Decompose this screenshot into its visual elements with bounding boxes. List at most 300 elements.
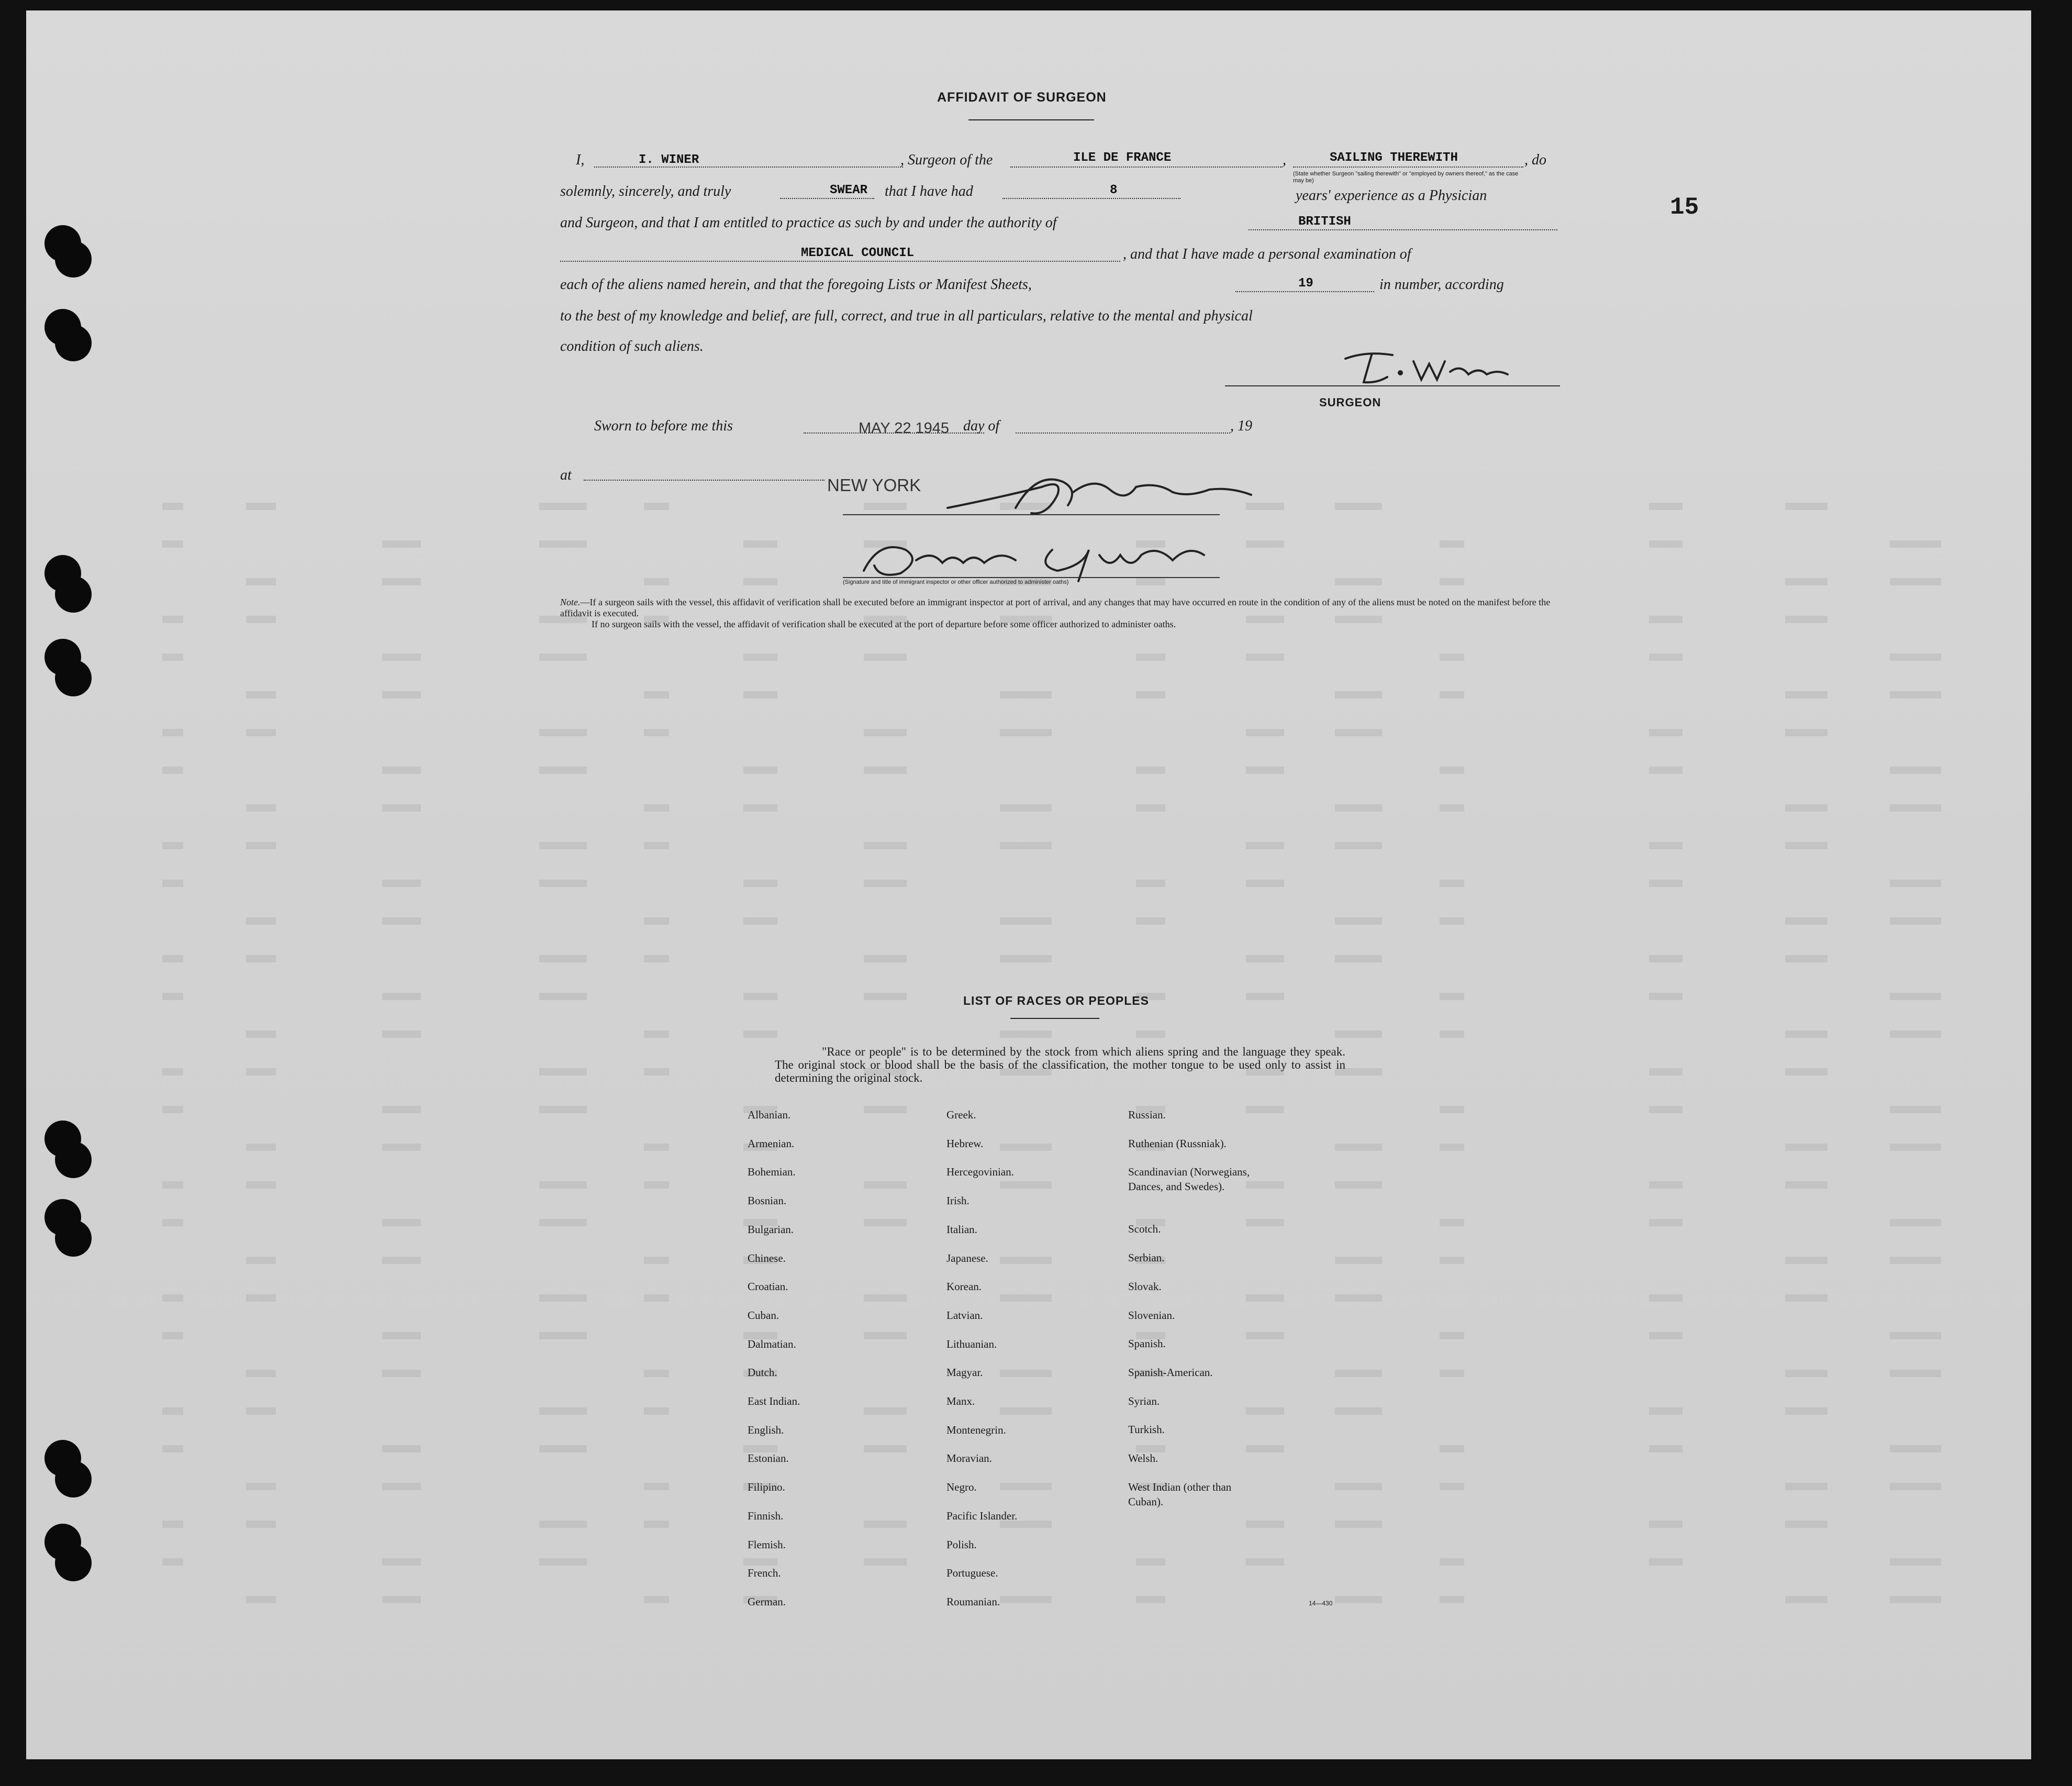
- ghost-mark: [162, 767, 183, 774]
- ghost-mark: [1136, 1558, 1165, 1566]
- ghost-mark: [1136, 691, 1165, 698]
- authority-2: MEDICAL COUNCIL: [801, 246, 915, 260]
- ghost-mark: [1246, 1106, 1284, 1113]
- ghost-mark: [162, 1558, 183, 1566]
- ghost-mark: [162, 955, 183, 962]
- race-item: Magyar.: [946, 1366, 983, 1379]
- punch-hole: [55, 325, 92, 361]
- ghost-mark: [644, 578, 669, 585]
- oath-line-b: that I have had: [885, 183, 973, 199]
- ghost-mark: [1890, 1257, 1941, 1264]
- ghost-mark: [1440, 1219, 1464, 1226]
- ghost-mark: [162, 616, 183, 623]
- belief-line: to the best of my knowledge and belief, are full, correct, and true in all particulars, relative to the mental and physical: [560, 308, 1253, 324]
- race-item: Dutch.: [748, 1366, 777, 1379]
- ghost-mark: [864, 1219, 907, 1226]
- ghost-mark: [1246, 1181, 1284, 1189]
- ghost-mark: [864, 653, 907, 661]
- ghost-mark: [246, 917, 276, 925]
- sailing-status: SAILING THEREWITH: [1330, 151, 1458, 165]
- ghost-mark: [1246, 1521, 1284, 1528]
- ghost-mark: [539, 1445, 587, 1452]
- ghost-mark: [539, 503, 587, 510]
- note-text-2: If no surgeon sails with the vessel, the affidavit of verification shall be executed at the port of departure before some officer authorized to administer oaths.: [592, 619, 1176, 629]
- year-label: , 19: [1230, 418, 1252, 434]
- ghost-mark: [1335, 1483, 1382, 1490]
- race-item: Dalmatian.: [748, 1337, 796, 1350]
- ghost-mark: [162, 1521, 183, 1528]
- ghost-mark: [743, 1558, 777, 1566]
- ghost-mark: [539, 1181, 587, 1189]
- race-item: Finnish.: [748, 1509, 784, 1522]
- ghost-mark: [1890, 653, 1941, 661]
- ghost-mark: [1136, 1445, 1165, 1452]
- ghost-mark: [246, 1068, 276, 1075]
- ghost-mark: [246, 842, 276, 849]
- ghost-mark: [382, 804, 421, 812]
- ghost-mark: [1000, 1294, 1052, 1302]
- ghost-mark: [246, 616, 276, 623]
- ghost-mark: [1000, 1030, 1052, 1038]
- i-label: I,: [576, 152, 585, 168]
- ghost-mark: [644, 917, 669, 925]
- condition-line: condition of such aliens.: [560, 338, 704, 354]
- ghost-mark: [1649, 729, 1683, 736]
- ghost-mark: [1649, 955, 1683, 962]
- ghost-mark: [1335, 729, 1382, 736]
- ghost-mark: [382, 1370, 421, 1377]
- ghost-mark: [1246, 880, 1284, 887]
- oath-word: SWEAR: [830, 183, 868, 197]
- ghost-mark: [1440, 691, 1464, 698]
- race-item: Hercegovinian.: [946, 1166, 1014, 1179]
- ghost-mark: [382, 1144, 421, 1151]
- years-line: [1002, 198, 1180, 199]
- ghost-mark: [382, 1332, 421, 1339]
- ghost-mark: [864, 1445, 907, 1452]
- ghost-mark: [1649, 616, 1683, 623]
- ghost-mark: [1649, 767, 1683, 774]
- ghost-mark: [743, 767, 777, 774]
- ghost-mark: [1136, 804, 1165, 812]
- ghost-mark: [1649, 1181, 1683, 1189]
- ghost-mark: [1890, 993, 1941, 1000]
- ghost-mark: [539, 1219, 587, 1226]
- page-number: 15: [1670, 194, 1699, 221]
- races-intro: "Race or people" is to be determined by the stock from which aliens spring and the language they speak. The original stock or blood shall be the basis of the classification, the mother tongue to be used only to assist in determining the original stock.: [775, 1045, 1345, 1084]
- ghost-mark: [1890, 1596, 1941, 1603]
- ghost-mark: [246, 578, 276, 585]
- ghost-mark: [382, 917, 421, 925]
- race-item: Russian.: [1128, 1108, 1166, 1121]
- ghost-mark: [1246, 1294, 1284, 1302]
- ghost-mark: [864, 1332, 907, 1339]
- affidavit-title: AFFIDAVIT OF SURGEON: [937, 90, 1107, 105]
- ghost-mark: [1440, 1257, 1464, 1264]
- ghost-mark: [743, 653, 777, 661]
- surgeon-of-label: , Surgeon of the: [900, 152, 993, 168]
- race-item: Pacific Islander.: [946, 1509, 1018, 1522]
- race-item: Manx.: [946, 1395, 975, 1407]
- ghost-mark: [162, 1294, 183, 1302]
- ghost-mark: [864, 993, 907, 1000]
- ghost-mark: [1785, 1483, 1828, 1490]
- ghost-mark: [1246, 653, 1284, 661]
- ghost-mark: [1785, 691, 1828, 698]
- oath-line-c: years' experience as a Physician: [1296, 187, 1487, 204]
- ghost-mark: [1785, 1294, 1828, 1302]
- ghost-mark: [246, 1483, 276, 1490]
- race-item: Montenegrin.: [946, 1423, 1006, 1436]
- ghost-mark: [1649, 1445, 1683, 1452]
- race-item: Italian.: [946, 1223, 977, 1236]
- ghost-mark: [539, 729, 587, 736]
- ghost-mark: [864, 842, 907, 849]
- ghost-mark: [1785, 1030, 1828, 1038]
- ghost-mark: [644, 842, 669, 849]
- punch-hole: [55, 1141, 92, 1178]
- ghost-mark: [1440, 993, 1464, 1000]
- ghost-mark: [1890, 691, 1941, 698]
- punch-hole: [55, 576, 92, 613]
- ghost-mark: [1890, 1558, 1941, 1566]
- ghost-mark: [382, 1106, 421, 1113]
- race-item: Slovak.: [1128, 1280, 1162, 1293]
- authority-line-2: [560, 261, 1120, 262]
- ghost-mark: [1649, 1219, 1683, 1226]
- ghost-mark: [539, 767, 587, 774]
- sheets-line: [1235, 291, 1374, 292]
- ghost-mark: [864, 955, 907, 962]
- day-of-label: day of: [963, 418, 1000, 434]
- ghost-mark: [1785, 503, 1828, 510]
- ghost-mark: [1649, 1294, 1683, 1302]
- ghost-mark: [246, 1596, 276, 1603]
- race-item: Croatian.: [748, 1280, 788, 1293]
- ghost-mark: [1785, 1181, 1828, 1189]
- race-item: Turkish.: [1128, 1423, 1165, 1436]
- ghost-mark: [1785, 955, 1828, 962]
- race-item: Albanian.: [748, 1108, 791, 1121]
- ghost-mark: [539, 1294, 587, 1302]
- ghost-mark: [1440, 1370, 1464, 1377]
- ghost-mark: [1785, 578, 1828, 585]
- race-item: Japanese.: [946, 1251, 988, 1264]
- ghost-mark: [246, 955, 276, 962]
- ghost-mark: [162, 1106, 183, 1113]
- ghost-mark: [1649, 1407, 1683, 1415]
- race-item: Spanish.: [1128, 1337, 1166, 1350]
- ghost-mark: [162, 1219, 183, 1226]
- ghost-mark: [382, 1558, 421, 1566]
- ghost-mark: [864, 1106, 907, 1113]
- ghost-mark: [246, 1407, 276, 1415]
- note-text-1: —If a surgeon sails with the vessel, this affidavit of verification shall be executed before an immigrant inspector at port of arrival, and any changes that may have occurred en route in the condition of any of the aliens must be noted on the manifest before the affidavit is executed.: [560, 597, 1551, 618]
- race-item: Bulgarian.: [748, 1223, 794, 1236]
- race-item: Hebrew.: [946, 1137, 984, 1150]
- ghost-mark: [246, 691, 276, 698]
- ghost-mark: [1335, 1294, 1382, 1302]
- comma: ,: [1283, 152, 1286, 168]
- ghost-mark: [644, 1181, 669, 1189]
- ghost-mark: [1000, 1596, 1052, 1603]
- ghost-mark: [1136, 767, 1165, 774]
- ghost-mark: [382, 1030, 421, 1038]
- ghost-mark: [1785, 616, 1828, 623]
- ghost-mark: [644, 1521, 669, 1528]
- ghost-mark: [246, 804, 276, 812]
- ghost-mark: [864, 503, 907, 510]
- ghost-mark: [743, 578, 777, 585]
- years-value: 8: [1110, 183, 1118, 197]
- ghost-mark: [382, 1445, 421, 1452]
- race-item: Greek.: [946, 1108, 976, 1121]
- punch-hole: [55, 241, 92, 278]
- ghost-mark: [1440, 1558, 1464, 1566]
- ghost-mark: [1335, 503, 1382, 510]
- punch-hole: [55, 1220, 92, 1257]
- ghost-mark: [1000, 1370, 1052, 1377]
- ghost-mark: [644, 1370, 669, 1377]
- ghost-mark: [1335, 1030, 1382, 1038]
- ghost-mark: [743, 917, 777, 925]
- ghost-mark: [162, 880, 183, 887]
- race-item: Irish.: [946, 1194, 970, 1207]
- ghost-mark: [162, 842, 183, 849]
- ghost-mark: [246, 1257, 276, 1264]
- race-item: Chinese.: [748, 1251, 786, 1264]
- ghost-mark: [1335, 578, 1382, 585]
- ghost-mark: [246, 1030, 276, 1038]
- examination-line: , and that I have made a personal examination of: [1123, 246, 1411, 262]
- ghost-mark: [539, 1106, 587, 1113]
- race-item: East Indian.: [748, 1395, 800, 1407]
- ghost-mark: [1000, 842, 1052, 849]
- ghost-mark: [162, 993, 183, 1000]
- ghost-mark: [743, 691, 777, 698]
- ghost-mark: [1890, 540, 1941, 548]
- ghost-mark: [1785, 804, 1828, 812]
- ghost-mark: [1136, 1596, 1165, 1603]
- punch-hole: [55, 660, 92, 696]
- ghost-mark: [1785, 1521, 1828, 1528]
- race-item: Flemish.: [748, 1538, 786, 1551]
- ghost-mark: [1246, 767, 1284, 774]
- ghost-mark: [1335, 691, 1382, 698]
- races-title-underline: [1010, 1018, 1099, 1019]
- ghost-mark: [644, 1294, 669, 1302]
- ghost-mark: [382, 540, 421, 548]
- ghost-mark: [382, 880, 421, 887]
- ghost-mark: [644, 1407, 669, 1415]
- punch-hole: [55, 1461, 92, 1497]
- ghost-mark: [864, 880, 907, 887]
- sworn-label: Sworn to before me this: [594, 418, 733, 434]
- ghost-mark: [1440, 1144, 1464, 1151]
- ghost-mark: [644, 691, 669, 698]
- ghost-mark: [644, 804, 669, 812]
- ghost-mark: [1000, 955, 1052, 962]
- race-item: Ruthenian (Russniak).: [1128, 1137, 1227, 1150]
- race-item: Filipino.: [748, 1481, 785, 1494]
- ghost-mark: [1890, 1219, 1941, 1226]
- race-item: Slovenian.: [1128, 1308, 1175, 1322]
- ghost-mark: [743, 993, 777, 1000]
- ghost-mark: [1785, 1257, 1828, 1264]
- ghost-mark: [539, 1068, 587, 1075]
- ghost-mark: [382, 767, 421, 774]
- race-item: Latvian.: [946, 1308, 983, 1322]
- ghost-mark: [1785, 842, 1828, 849]
- ghost-mark: [1246, 842, 1284, 849]
- ghost-mark: [382, 691, 421, 698]
- ghost-mark: [382, 653, 421, 661]
- ghost-mark: [644, 1068, 669, 1075]
- ghost-mark: [539, 955, 587, 962]
- ghost-mark: [1136, 917, 1165, 925]
- ghost-mark: [644, 503, 669, 510]
- surgeon-label: SURGEON: [1319, 396, 1382, 409]
- inspector-caption: (Signature and title of immigrant inspector or other officer authorized to administer oaths): [843, 579, 1069, 585]
- ghost-mark: [743, 804, 777, 812]
- place-line: [584, 480, 825, 481]
- ghost-mark: [1335, 1407, 1382, 1415]
- race-item: Cuban).: [1128, 1495, 1164, 1508]
- ghost-mark: [1000, 804, 1052, 812]
- ghost-mark: [1649, 1521, 1683, 1528]
- ghost-mark: [1890, 880, 1941, 887]
- race-item: English.: [748, 1423, 784, 1436]
- race-item: Welsh.: [1128, 1452, 1158, 1465]
- race-item: Syrian.: [1128, 1394, 1160, 1407]
- ghost-mark: [1890, 1332, 1941, 1339]
- race-item: Scandinavian (Norwegians,: [1128, 1166, 1250, 1179]
- ghost-mark: [1246, 729, 1284, 736]
- ghost-mark: [1335, 842, 1382, 849]
- ghost-mark: [162, 729, 183, 736]
- sheets-value: 19: [1298, 276, 1313, 291]
- ghost-mark: [1785, 1068, 1828, 1075]
- sailing-status-line: [1293, 167, 1523, 168]
- ghost-mark: [1785, 1596, 1828, 1603]
- ghost-mark: [864, 1181, 907, 1189]
- ghost-mark: [743, 1445, 777, 1452]
- ghost-mark: [644, 1030, 669, 1038]
- ghost-mark: [1785, 729, 1828, 736]
- ghost-mark: [1000, 691, 1052, 698]
- ghost-mark: [1335, 1181, 1382, 1189]
- ghost-mark: [382, 1257, 421, 1264]
- note-paragraph-1: [560, 597, 1560, 619]
- ghost-mark: [162, 1181, 183, 1189]
- ghost-mark: [1649, 653, 1683, 661]
- ghost-mark: [1649, 1558, 1683, 1566]
- ghost-mark: [1335, 955, 1382, 962]
- ghost-mark: [1649, 540, 1683, 548]
- ghost-mark: [1335, 1257, 1382, 1264]
- ghost-mark: [1890, 578, 1941, 585]
- ghost-mark: [162, 653, 183, 661]
- manifest-line-b: in number, according: [1379, 276, 1504, 293]
- verification-note: [560, 597, 1560, 630]
- ghost-mark: [1246, 1219, 1284, 1226]
- ghost-mark: [1000, 917, 1052, 925]
- ghost-mark: [246, 1181, 276, 1189]
- ghost-mark: [1440, 917, 1464, 925]
- ghost-mark: [1000, 1144, 1052, 1151]
- ghost-mark: [1000, 729, 1052, 736]
- sailing-note: (State whether Surgeon "sailing therewith" or "employed by owners thereof," as the case may be): [1293, 171, 1519, 184]
- race-item: German.: [748, 1595, 786, 1608]
- ghost-mark: [1649, 842, 1683, 849]
- ghost-mark: [864, 1521, 907, 1528]
- ghost-mark: [1890, 1030, 1941, 1038]
- ship-name-line: [1010, 167, 1283, 168]
- ghost-mark: [1890, 1106, 1941, 1113]
- ghost-mark: [382, 993, 421, 1000]
- race-item: Cuban.: [748, 1308, 779, 1322]
- ghost-mark: [1440, 578, 1464, 585]
- ghost-mark: [864, 1294, 907, 1302]
- ghost-mark: [1440, 1030, 1464, 1038]
- ghost-mark: [539, 1558, 587, 1566]
- ghost-mark: [246, 1370, 276, 1377]
- ghost-mark: [1649, 1106, 1683, 1113]
- ghost-mark: [1335, 1370, 1382, 1377]
- ghost-mark: [1246, 1332, 1284, 1339]
- ghost-mark: [1440, 653, 1464, 661]
- ghost-mark: [1890, 1370, 1941, 1377]
- ghost-mark: [1649, 993, 1683, 1000]
- race-item: French.: [748, 1567, 781, 1580]
- ghost-mark: [1136, 1030, 1165, 1038]
- ghost-mark: [382, 1483, 421, 1490]
- ghost-mark: [1246, 1558, 1284, 1566]
- ghost-mark: [1136, 880, 1165, 887]
- ghost-mark: [743, 1030, 777, 1038]
- place-stamp: NEW YORK: [827, 475, 921, 495]
- ghost-mark: [246, 1294, 276, 1302]
- ghost-mark: [1440, 1106, 1464, 1113]
- ghost-mark: [1785, 917, 1828, 925]
- race-item: Negro.: [946, 1481, 977, 1494]
- ghost-mark: [246, 1521, 276, 1528]
- ghost-mark: [162, 1068, 183, 1075]
- ghost-mark: [644, 1144, 669, 1151]
- race-item: Lithuanian.: [946, 1337, 997, 1350]
- race-item: Korean.: [946, 1280, 982, 1293]
- ghost-mark: [1000, 1181, 1052, 1189]
- ghost-mark: [644, 1483, 669, 1490]
- ghost-mark: [246, 503, 276, 510]
- race-item: Spanish-American.: [1128, 1366, 1213, 1379]
- races-title: LIST OF RACES OR PEOPLES: [963, 994, 1149, 1007]
- ghost-mark: [1246, 993, 1284, 1000]
- ghost-mark: [1649, 503, 1683, 510]
- race-item: Moravian.: [946, 1452, 992, 1465]
- punch-hole: [55, 1545, 92, 1581]
- ghost-mark: [1335, 1596, 1382, 1603]
- at-label: at: [560, 467, 572, 483]
- race-item: West Indian (other than: [1128, 1480, 1232, 1493]
- race-item: Roumanian.: [946, 1595, 1000, 1608]
- title-underline: [968, 119, 1094, 120]
- ghost-mark: [1785, 1370, 1828, 1377]
- race-item: Dances, and Swedes).: [1128, 1180, 1225, 1193]
- ghost-mark: [1649, 1068, 1683, 1075]
- ghost-mark: [539, 653, 587, 661]
- ghost-mark: [246, 1144, 276, 1151]
